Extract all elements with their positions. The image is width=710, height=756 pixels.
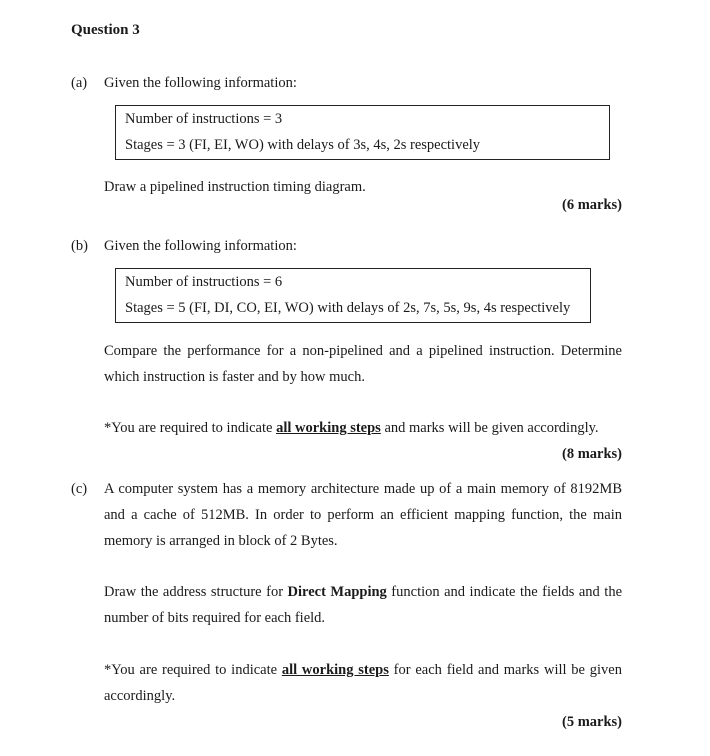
part-a-label: (a) [71,75,88,91]
part-b-intro: Given the following information: [104,238,297,254]
part-b-box-line1: Number of instructions = 6 [125,274,283,290]
part-c-para2-line2: number of bits required for each field. [104,610,326,626]
part-c-para2-post: function and indicate the fields and the [386,584,623,600]
part-c-note-line2: accordingly. [104,688,176,704]
part-a-box-line2: Stages = 3 (FI, EI, WO) with delays of 3s, 4s, 2s respectively [125,137,481,153]
part-c-para2-emphasis: Direct Mapping [287,584,387,600]
part-c-label: (c) [71,481,88,497]
part-b-note-pre: *You are required to indicate [104,420,277,436]
part-a-intro: Given the following information: [104,75,297,91]
part-a-task: Draw a pipelined instruction timing diagram. [104,179,366,195]
part-a-box-line1: Number of instructions = 3 [125,111,283,127]
part-b-label: (b) [71,238,88,254]
part-c-para1-line1: A computer system has a memory architecture made up of a main memory of 8192MB [104,481,622,497]
part-b-note-emphasis: all working steps [276,420,381,436]
part-c-para1-line2: and a cache of 512MB. In order to perform an efficient mapping function, the main [104,507,622,523]
part-c-marks: (5 marks) [561,714,622,730]
part-b-marks: (8 marks) [561,446,622,462]
part-b-note-post: and marks will be given accordingly. [380,420,599,436]
part-b-note [104,420,599,437]
part-a-marks: (6 marks) [561,197,622,213]
part-b-info-box [115,268,591,323]
part-c-para2-line1 [104,584,622,601]
part-c-note-pre: *You are required to indicate [104,662,282,678]
part-c-note-line1 [104,662,622,679]
part-a-info-box [115,105,610,160]
question-title: Question 3 [71,22,140,38]
part-b-task-line1: Compare the performance for a non-pipelined and a pipelined instruction. Determine [104,343,622,359]
part-c-para1-line3: memory is arranged in block of 2 Bytes. [104,533,338,549]
part-b-task-line2: which instruction is faster and by how much. [104,369,365,385]
part-c-note-emphasis: all working steps [281,662,389,678]
part-c-para2-pre: Draw the address structure for [104,584,288,600]
part-b-box-line2: Stages = 5 (FI, DI, CO, EI, WO) with delays of 2s, 7s, 5s, 9s, 4s respectively [125,300,571,316]
part-c-note-post: for each field and marks will be given [388,662,622,678]
